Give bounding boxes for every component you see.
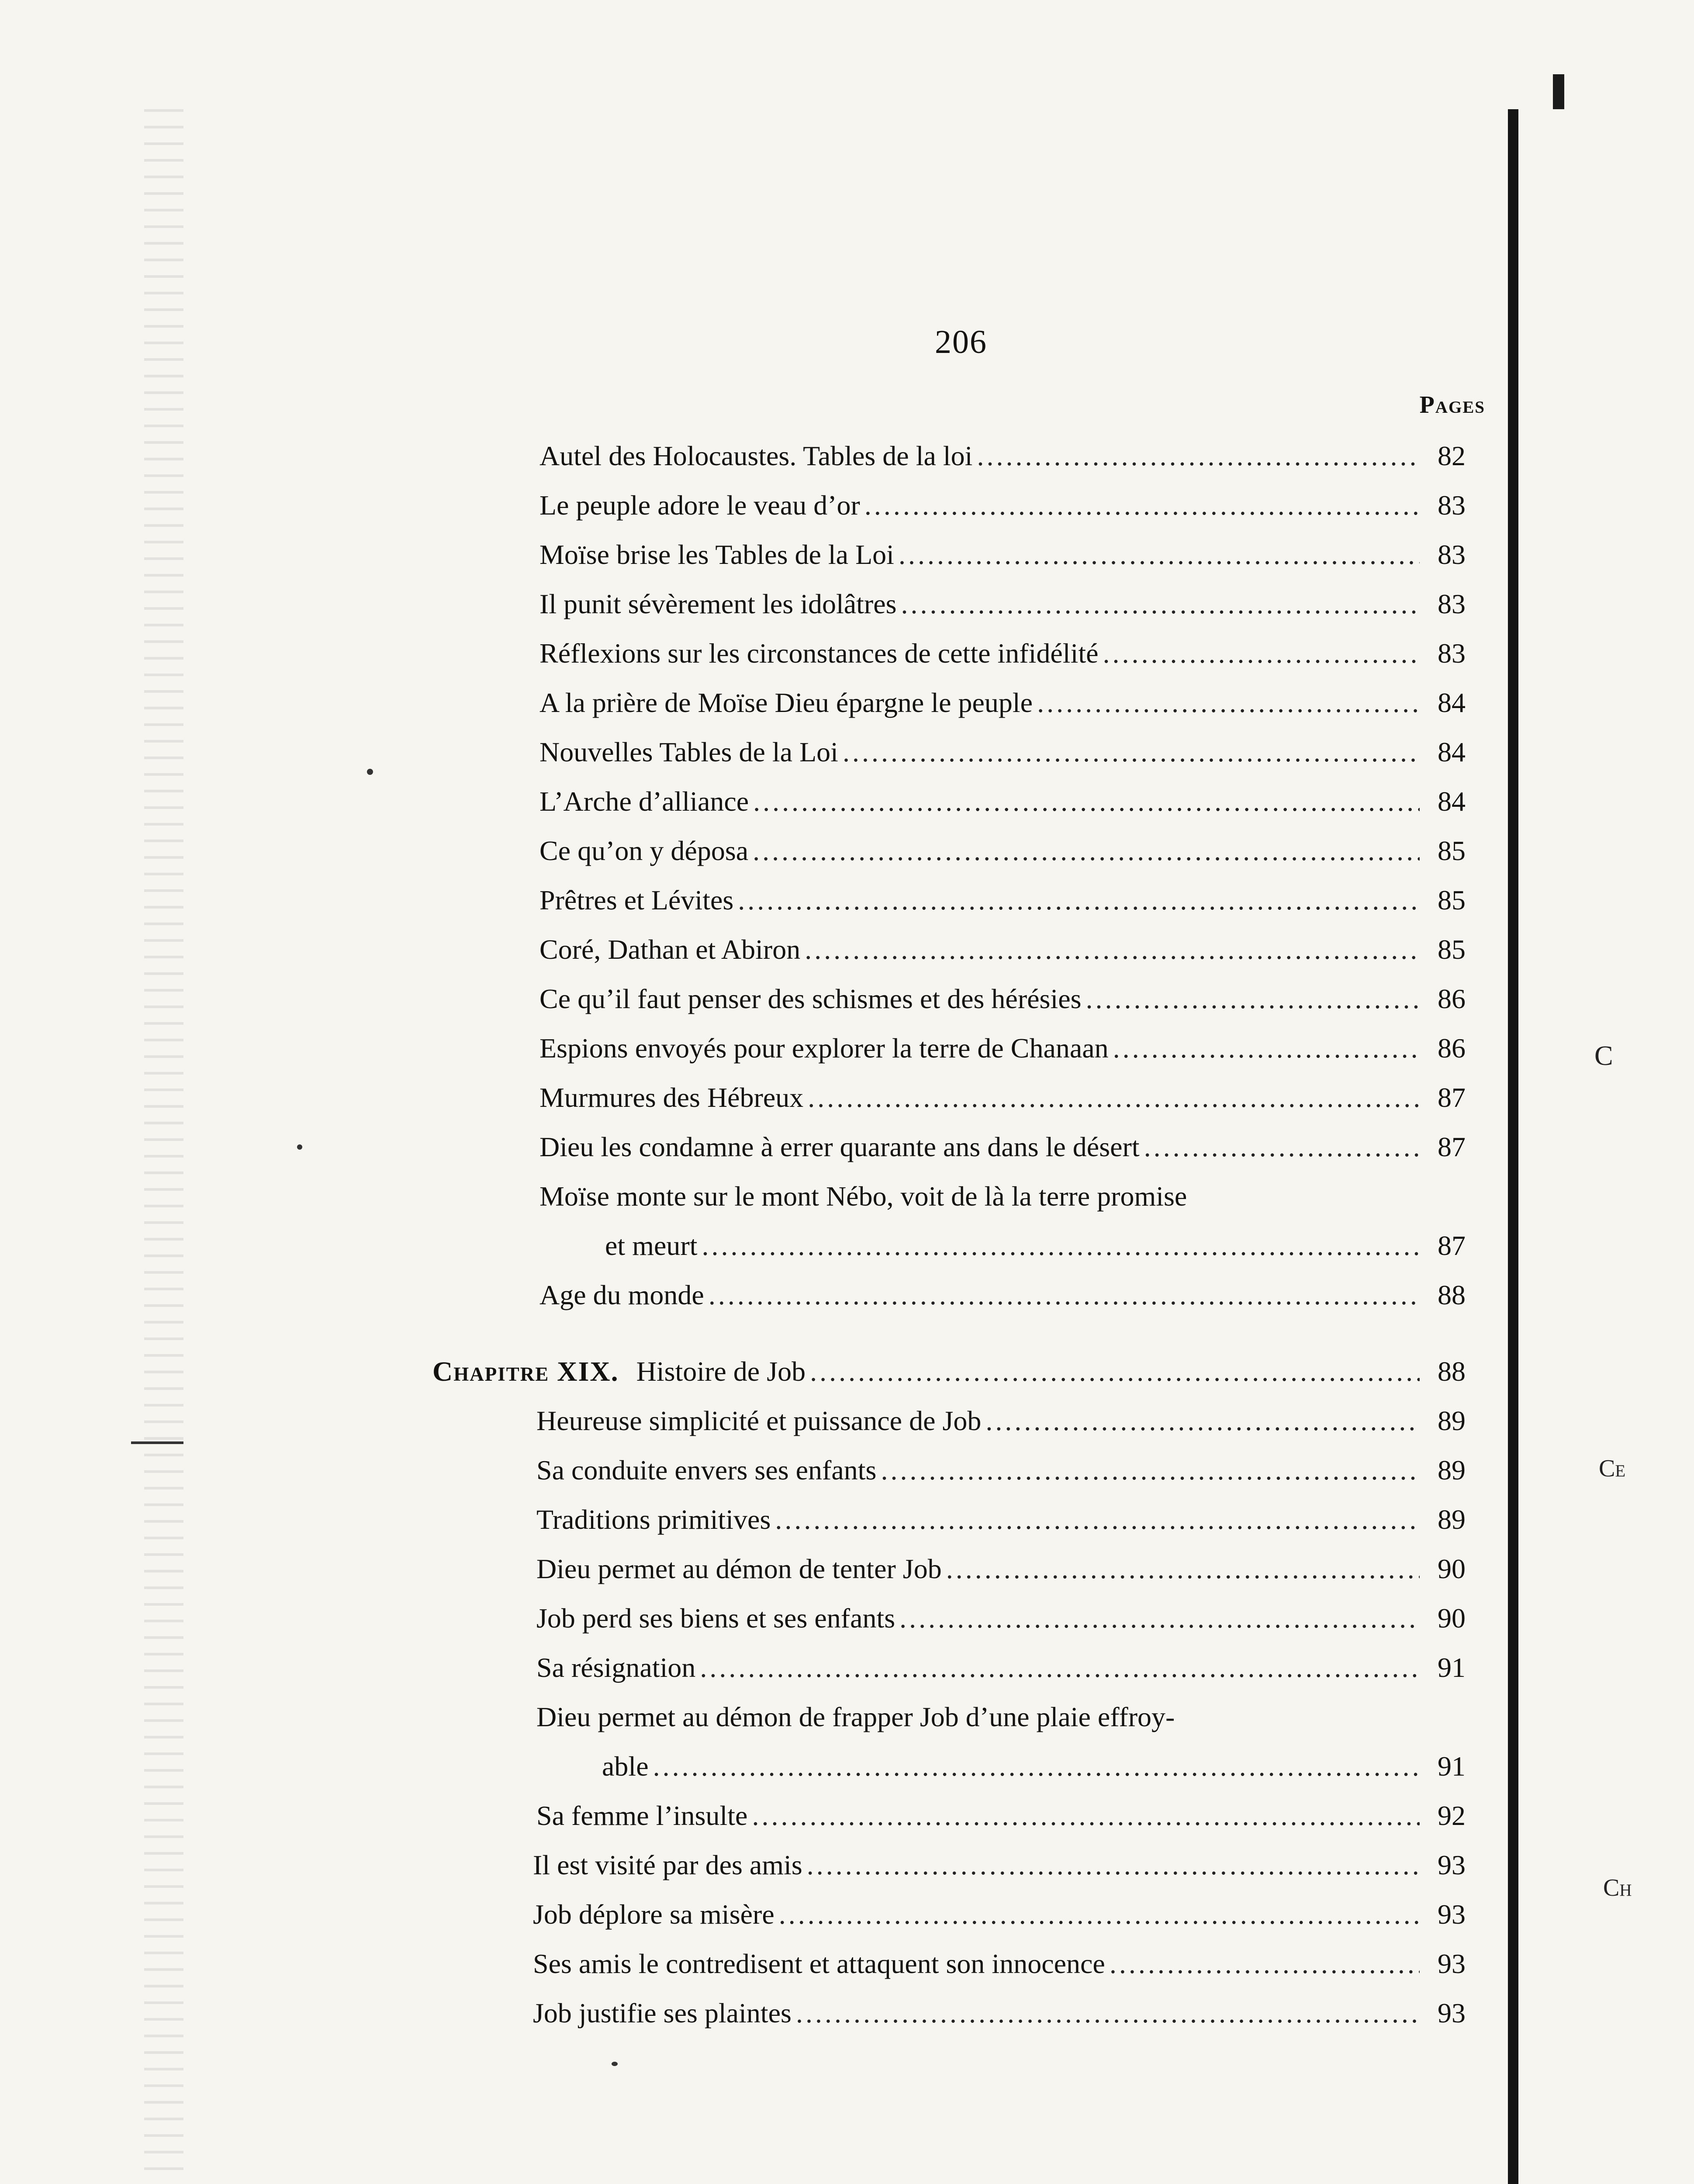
toc-entry-page: 89 (1438, 1504, 1466, 1535)
dot-leader (977, 442, 1420, 470)
dot-leader (1144, 1133, 1420, 1161)
toc-entry-page: 91 (1438, 1751, 1466, 1782)
toc-entry-title: Il punit sévèrement les idolâtres (539, 588, 897, 619)
toc-entry-page: 93 (1438, 1849, 1466, 1880)
dot-leader (810, 1358, 1420, 1386)
dot-leader (899, 541, 1420, 569)
speck (297, 1144, 302, 1150)
toc-entry-title: Traditions primitives (536, 1504, 771, 1535)
toc-entry-title: Sa conduite envers ses enfants (536, 1455, 877, 1486)
toc-entry (539, 1034, 1466, 1062)
dot-leader (1037, 689, 1420, 717)
toc-entry-title: Job justifie ses plaintes (533, 1997, 792, 2028)
toc-entry-title: Dieu les condamne à errer quarante ans dans le désert (539, 1131, 1140, 1162)
toc-entry-page: 91 (1438, 1652, 1466, 1683)
dot-leader (702, 1232, 1420, 1260)
toc-entry (539, 689, 1466, 717)
toc-entry (539, 1281, 1466, 1309)
toc-entry-page: 88 (1438, 1279, 1466, 1310)
dot-leader (899, 1604, 1420, 1632)
toc-entry-title: Le peuple adore le veau d’or (539, 490, 860, 521)
edge-fragment-1: C (1594, 1040, 1613, 1071)
toc-entry-title: Autel des Holocaustes. Tables de la loi (539, 440, 973, 471)
chapter-title: Histoire de Job (636, 1356, 806, 1387)
toc-entry-page: 92 (1438, 1800, 1466, 1831)
toc-entry (536, 1802, 1466, 1830)
dot-leader (843, 738, 1420, 766)
toc-entry (539, 788, 1466, 816)
toc-entry (539, 1133, 1466, 1161)
toc-entry-title: Heureuse simplicité et puissance de Job (536, 1405, 982, 1436)
toc-entry (536, 1555, 1466, 1583)
toc-entry-page: 93 (1438, 1899, 1466, 1930)
toc-entry (539, 936, 1466, 964)
toc-entry-title: Sa femme l’insulte (536, 1800, 748, 1831)
gutter-mark (131, 1441, 183, 1444)
toc-entry-page: 84 (1438, 786, 1466, 817)
toc-entry-title: Moïse brise les Tables de la Loi (539, 539, 894, 570)
toc-entry-page: 93 (1438, 1948, 1466, 1979)
dot-leader (796, 1999, 1420, 2027)
edge-fragment-3: Ch (1603, 1874, 1632, 1901)
toc-entry-title: A la prière de Moïse Dieu épargne le peuple (539, 687, 1033, 718)
toc-entry-page: 89 (1438, 1405, 1466, 1436)
toc-entry (539, 1084, 1466, 1112)
toc-entry-title: Nouvelles Tables de la Loi (539, 736, 838, 767)
toc-entry (539, 639, 1466, 667)
dot-leader (864, 491, 1420, 519)
toc-entry-title: Job perd ses biens et ses enfants (536, 1603, 895, 1634)
toc-entry (539, 738, 1466, 766)
toc-entry (539, 886, 1466, 914)
dot-leader (985, 1407, 1420, 1435)
toc-entry (536, 1654, 1466, 1682)
toc-entry-page: 85 (1438, 835, 1466, 866)
toc-entry-title: Dieu permet au démon de tenter Job (536, 1553, 942, 1584)
chapter-page: 88 (1438, 1356, 1466, 1387)
toc-entry-page: 83 (1438, 539, 1466, 570)
speck (612, 2062, 618, 2066)
toc-entry-title-line2: able (602, 1751, 649, 1782)
toc-entry-title-line1: Moïse monte sur le mont Nébo, voit de là la terre promise (539, 1181, 1187, 1212)
toc-entry-page: 84 (1438, 687, 1466, 718)
toc-entry-page: 82 (1438, 440, 1466, 471)
toc-entry (536, 1604, 1466, 1632)
dot-leader (881, 1456, 1420, 1484)
toc-entry-page: 83 (1438, 588, 1466, 619)
chapter-heading (432, 1358, 1466, 1386)
dot-leader (808, 1084, 1420, 1112)
dot-leader (901, 590, 1420, 618)
toc-entry-page: 89 (1438, 1455, 1466, 1486)
dot-leader (779, 1901, 1420, 1928)
toc-entry (539, 442, 1466, 470)
pages-column-header: Pages (1419, 391, 1485, 418)
corner-mark (1553, 74, 1564, 109)
toc-entry (539, 491, 1466, 519)
chapter-heading-text (432, 1358, 806, 1386)
toc-entry-title: Job déplore sa misère (533, 1899, 774, 1930)
toc-entry-title: L’Arche d’alliance (539, 786, 749, 817)
dot-leader (753, 788, 1420, 816)
page-number: 206 (935, 324, 987, 360)
dot-leader (1086, 985, 1420, 1013)
dot-leader (709, 1281, 1420, 1309)
toc-entry-page: 83 (1438, 638, 1466, 669)
toc-entry (539, 985, 1466, 1013)
toc-entry (536, 1407, 1466, 1435)
toc-entry-title-line1: Dieu permet au démon de frapper Job d’une plaie effroy- (536, 1701, 1175, 1732)
toc-entry (539, 837, 1466, 865)
dot-leader (753, 837, 1420, 865)
toc-entry-page: 93 (1438, 1997, 1466, 2028)
dot-leader (653, 1752, 1420, 1780)
toc-entry-title-line2: et meurt (605, 1230, 698, 1261)
toc-entry-title: Age du monde (539, 1279, 704, 1310)
dot-leader (700, 1654, 1420, 1682)
toc-entry (533, 1901, 1466, 1928)
toc-entry (536, 1456, 1466, 1484)
dot-leader (1103, 639, 1420, 667)
toc-entry-page: 86 (1438, 983, 1466, 1014)
toc-entry-title: Ses amis le contredisent et attaquent son innocence (533, 1948, 1105, 1979)
toc-entry (533, 1999, 1466, 2027)
toc-entry-title: Ce qu’on y déposa (539, 835, 749, 866)
toc-entry-page: 87 (1438, 1230, 1466, 1261)
dot-leader (1113, 1034, 1420, 1062)
speck (367, 769, 373, 775)
toc-entry-page: 84 (1438, 736, 1466, 767)
toc-entry (539, 590, 1466, 618)
page-edge-rule (1508, 109, 1518, 2184)
page-gutter-shadow (144, 109, 183, 2184)
dot-leader (805, 936, 1420, 964)
dot-leader (738, 886, 1420, 914)
toc-entry (539, 541, 1466, 569)
toc-entry-title: Prêtres et Lévites (539, 885, 734, 916)
toc-entry (533, 1851, 1466, 1879)
toc-entry-page: 86 (1438, 1033, 1466, 1064)
toc-entry-page: 90 (1438, 1603, 1466, 1634)
toc-entry (602, 1752, 1466, 1780)
dot-leader (775, 1506, 1420, 1534)
toc-entry-page: 85 (1438, 885, 1466, 916)
toc-entry-title: Coré, Dathan et Abiron (539, 934, 801, 965)
dot-leader (807, 1851, 1420, 1879)
toc-entry-page: 85 (1438, 934, 1466, 965)
toc-entry-page: 87 (1438, 1131, 1466, 1162)
toc-entry-title: Réflexions sur les circonstances de cette infidélité (539, 638, 1099, 669)
toc-entry-title: Murmures des Hébreux (539, 1082, 804, 1113)
toc-entry-title: Il est visité par des amis (533, 1849, 802, 1880)
toc-entry-title: Sa résignation (536, 1652, 696, 1683)
dot-leader (752, 1802, 1420, 1830)
dot-leader (1110, 1950, 1420, 1978)
toc-entry-page: 87 (1438, 1082, 1466, 1113)
toc-entry-title: Espions envoyés pour explorer la terre de Chanaan (539, 1033, 1109, 1064)
toc-entry (536, 1506, 1466, 1534)
toc-entry (605, 1232, 1466, 1260)
toc-entry-page: 90 (1438, 1553, 1466, 1584)
edge-fragment-2: Ce (1599, 1455, 1626, 1482)
toc-entry (533, 1950, 1466, 1978)
toc-entry-title: Ce qu’il faut penser des schismes et des hérésies (539, 983, 1082, 1014)
chapter-label: Chapitre XIX. (432, 1356, 619, 1387)
toc-entry-page: 83 (1438, 490, 1466, 521)
dot-leader (946, 1555, 1420, 1583)
